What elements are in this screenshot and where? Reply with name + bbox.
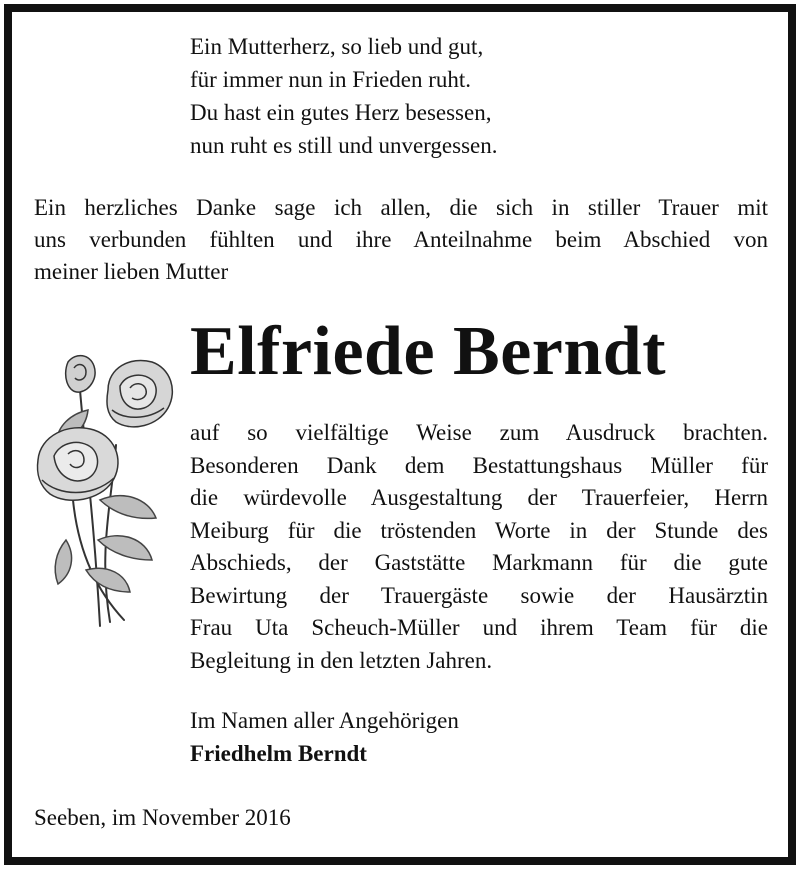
closing-block <box>190 704 459 770</box>
body-line: Meiburg für die tröstenden Worte in der Stunde des <box>190 517 768 543</box>
thanks-line: Ein herzliches Danke sage ich allen, die sich in stiller Trauer mit <box>34 195 768 220</box>
deceased-name: Elfriede Berndt <box>190 313 667 390</box>
body-line: auf so vielfältige Weise zum Ausdruck brachten. <box>190 420 768 445</box>
body-line: Begleitung in den letzten Jahren. <box>190 647 493 673</box>
body-line: die würdevolle Ausgestaltung der Trauerfeier, Herrn <box>190 485 768 510</box>
thanks-paragraph <box>34 192 768 288</box>
poem-line: nun ruht es still und unvergessen. <box>190 133 498 158</box>
body-line: Bewirtung der Trauergäste sowie der Hausärztin <box>190 582 768 608</box>
memorial-poem <box>190 30 498 162</box>
body-line: Abschieds, der Gaststätte Markmann für die gute <box>190 550 768 575</box>
body-line: Frau Uta Scheuch-Müller und ihrem Team für die <box>190 615 768 640</box>
body-line: Besonderen Dank dem Bestattungshaus Müller für <box>190 452 768 478</box>
on-behalf-text: Im Namen aller Angehörigen <box>190 708 459 733</box>
poem-line: Ein Mutterherz, so lieb und gut, <box>190 34 484 59</box>
poem-line: für immer nun in Frieden ruht. <box>190 67 472 92</box>
place-date: Seeben, im November 2016 <box>34 805 291 830</box>
poem-line: Du hast ein gutes Herz besessen, <box>190 100 492 125</box>
thanks-body <box>190 417 768 677</box>
signer-name: Friedhelm Berndt <box>190 741 367 766</box>
thanks-line: meiner lieben Mutter <box>34 259 229 284</box>
roses-icon <box>28 350 178 630</box>
thanks-line: uns verbunden fühlten und ihre Anteilnahme beim Abschied von <box>34 227 768 252</box>
